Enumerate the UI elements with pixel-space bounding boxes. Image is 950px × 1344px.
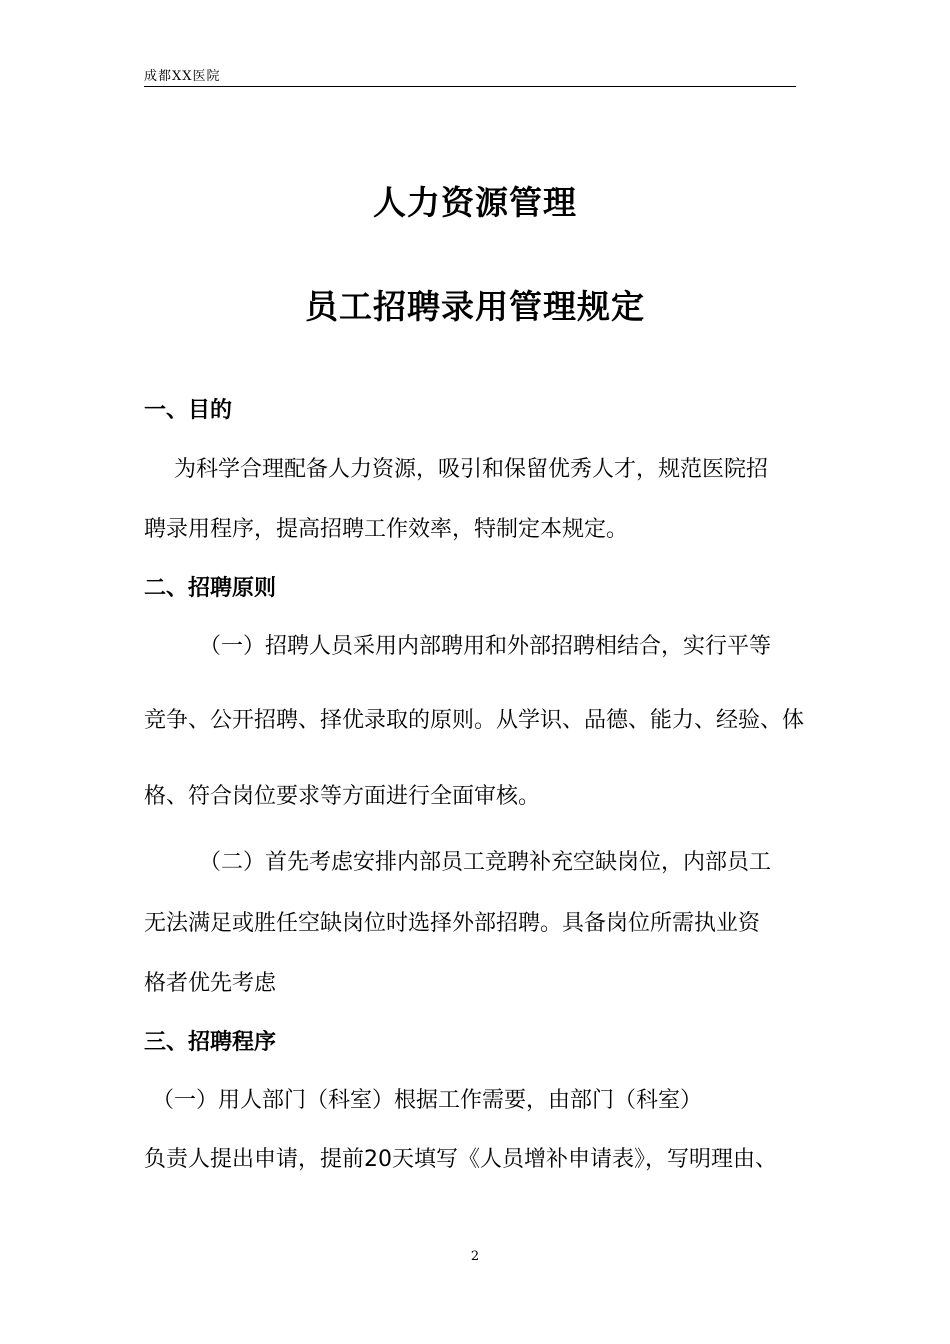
paragraph-line: 负责人提出申请，提前20天填写《人员增补申请表》，写明理由、 <box>144 1147 777 1172</box>
paragraph-line: （一）招聘人员采用内部聘用和外部招聘相结合，实行平等 <box>199 634 772 659</box>
paragraph-line: （二）首先考虑安排内部员工竞聘补充空缺岗位，内部员工 <box>199 850 772 875</box>
section-heading-purpose: 一、目的 <box>144 398 233 423</box>
paragraph-line: 竞争、公开招聘、择优录取的原则。从学识、品德、能力、经验、体 <box>144 708 805 733</box>
section-heading-procedure: 三、招聘程序 <box>144 1030 277 1055</box>
document-title-line-2: 员工招聘录用管理规定 <box>305 287 645 326</box>
document-title-line-1: 人力资源管理 <box>373 183 577 222</box>
paragraph-line: （一）用人部门（科室）根据工作需要，由部门（科室） <box>152 1088 703 1113</box>
paragraph-line: 格、符合岗位要求等方面进行全面审核。 <box>144 784 541 809</box>
page-header <box>144 68 796 87</box>
paragraph-line: 格者优先考虑 <box>144 971 277 996</box>
section-heading-principles: 二、招聘原则 <box>144 576 277 601</box>
page-number: 2 <box>470 1249 480 1264</box>
paragraph-line: 为科学合理配备人力资源，吸引和保留优秀人才，规范医院招 <box>174 457 769 482</box>
paragraph-line: 聘录用程序，提高招聘工作效率，特制定本规定。 <box>144 517 629 542</box>
paragraph-line: 无法满足或胜任空缺岗位时选择外部招聘。具备岗位所需执业资 <box>144 911 761 936</box>
header-hospital-name: 成都XX医院 <box>144 69 221 84</box>
